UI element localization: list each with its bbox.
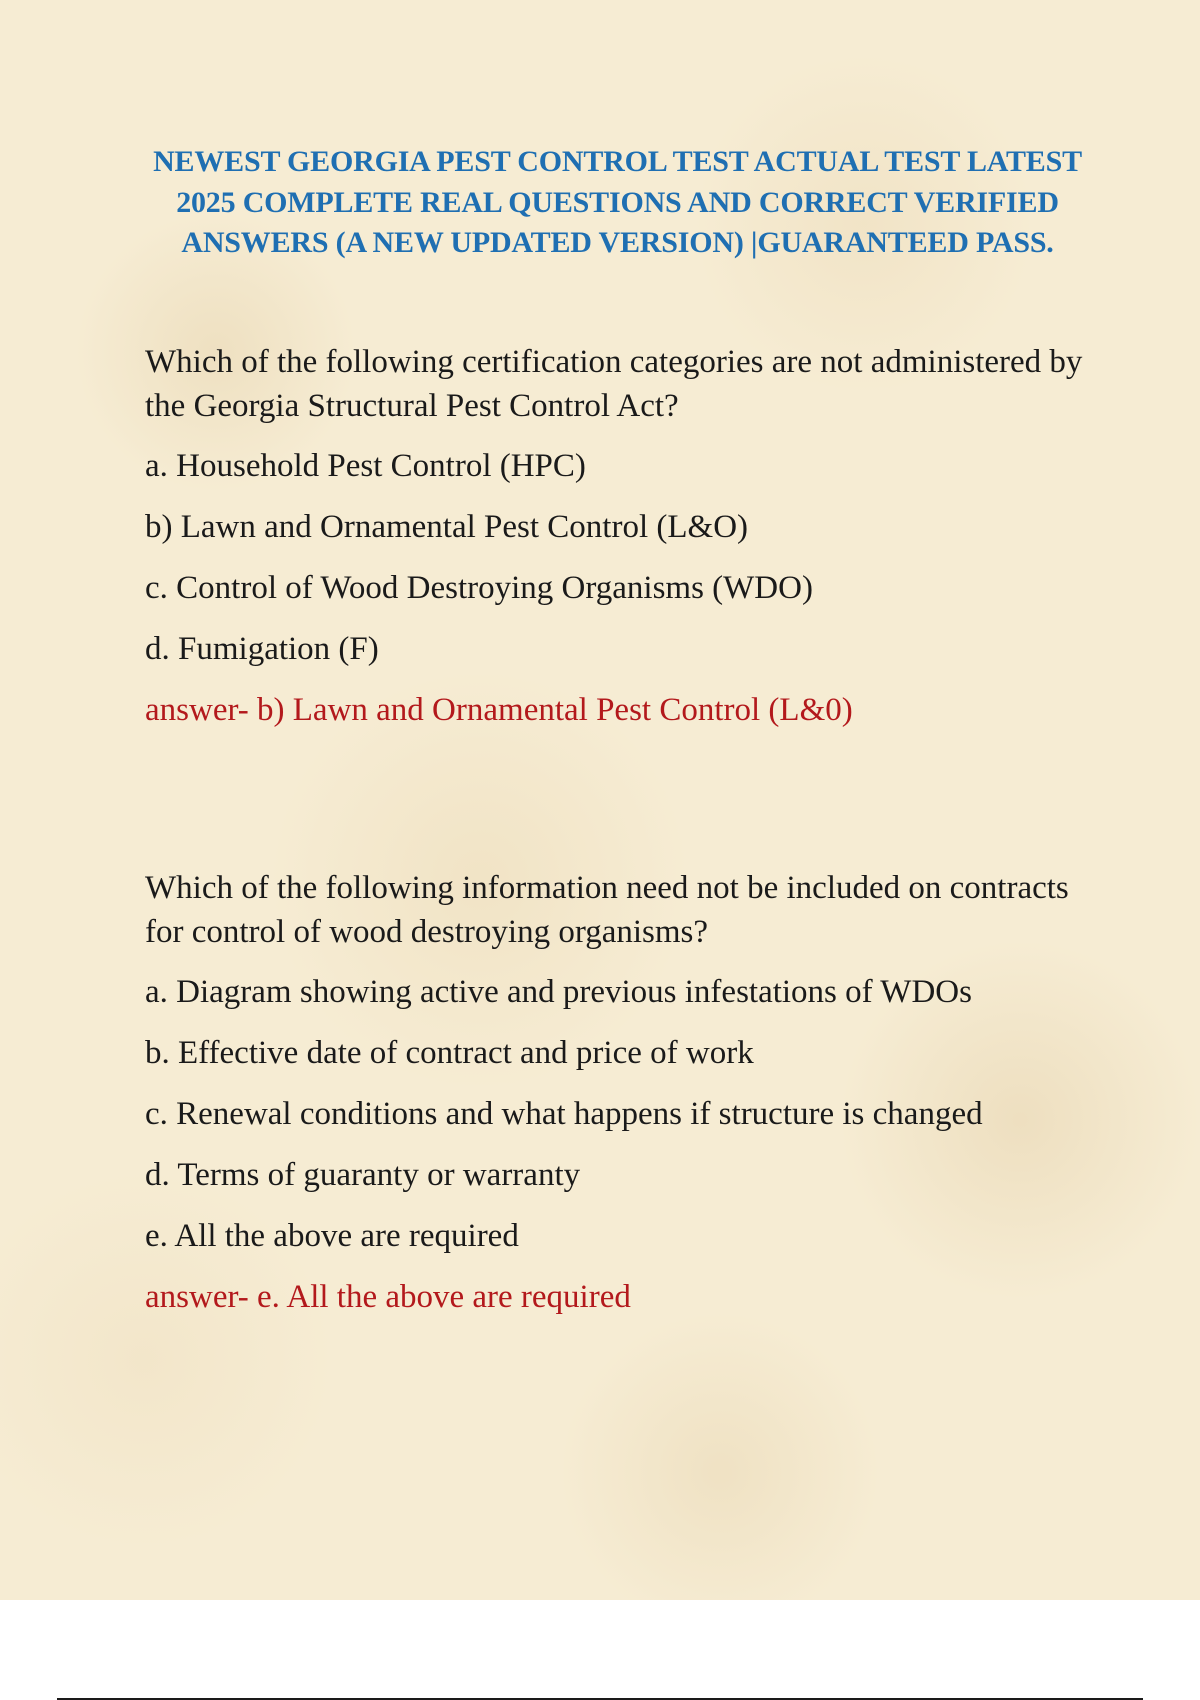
question-1-option-b: b) Lawn and Ornamental Pest Control (L&O) [145, 508, 749, 545]
question-1-text: Which of the following certification categories are not administered by the Georgia Structural Pest Control Act? [145, 343, 1083, 424]
question-1 [145, 340, 1090, 732]
question-1-option-a: a. Household Pest Control (HPC) [145, 447, 586, 484]
document-title: NEWEST GEORGIA PEST CONTROL TEST ACTUAL TEST LATEST 2025 COMPLETE REAL QUESTIONS AND CORRECT VERIFIED ANSWERS (A NEW UPDATED VERSION) |GUARANTEED PASS. [153, 145, 1082, 259]
question-2-options [145, 970, 1090, 1258]
question-2-answer: answer- e. All the above are required [145, 1278, 631, 1315]
document-content [145, 142, 1090, 1319]
question-2-option-a: a. Diagram showing active and previous infestations of WDOs [145, 973, 972, 1010]
question-1-option-d: d. Fumigation (F) [145, 630, 379, 667]
question-1-option-c: c. Control of Wood Destroying Organisms (WDO) [145, 569, 813, 606]
question-2-option-d: d. Terms of guaranty or warranty [145, 1156, 581, 1193]
question-2 [145, 866, 1090, 1319]
question-2-option-c: c. Renewal conditions and what happens if structure is changed [145, 1095, 983, 1132]
question-2-text: Which of the following information need not be included on contracts for control of wood destroying organisms? [145, 869, 1069, 950]
question-1-answer: answer- b) Lawn and Ornamental Pest Control (L&0) [145, 691, 853, 728]
question-2-option-e: e. All the above are required [145, 1217, 519, 1254]
question-1-options [145, 444, 1090, 671]
question-2-option-b: b. Effective date of contract and price of work [145, 1034, 754, 1071]
